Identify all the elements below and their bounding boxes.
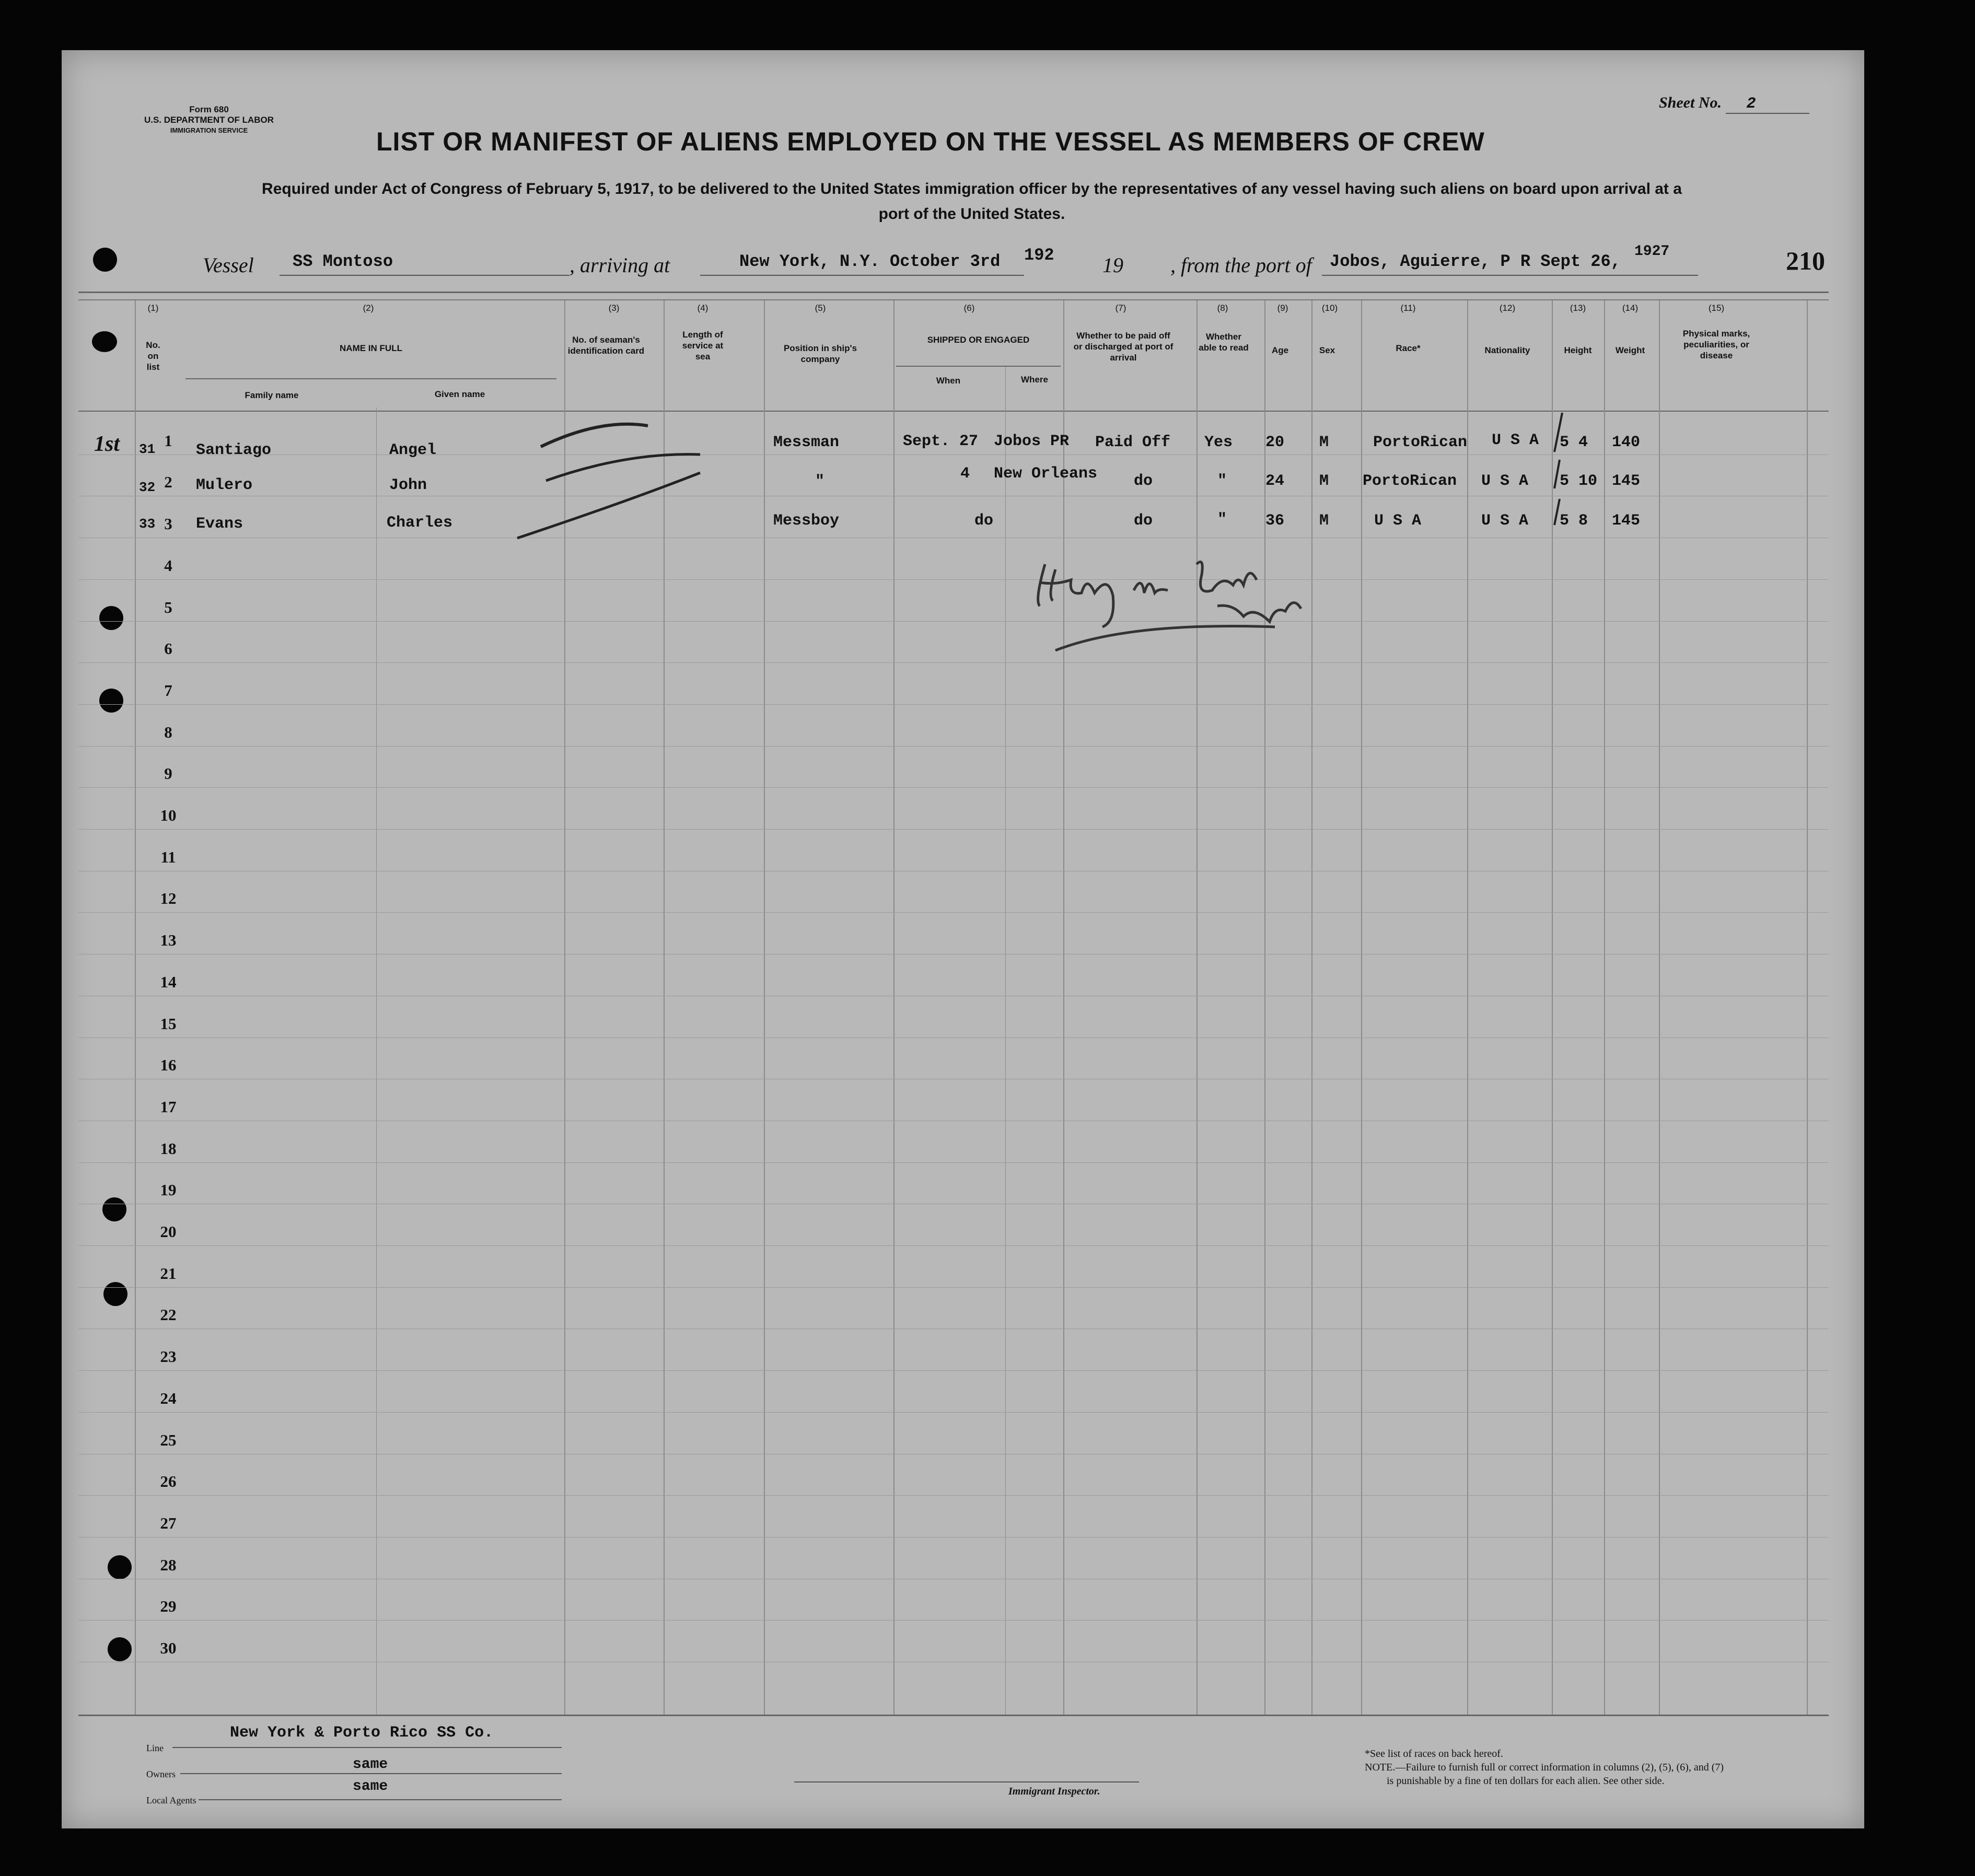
line-number: 28 (160, 1556, 177, 1574)
line-number: 7 (164, 681, 172, 700)
able-to-read: " (1217, 472, 1227, 490)
line-number: 21 (160, 1264, 177, 1283)
line-number: 1 (164, 432, 172, 450)
col-number: (9) (1277, 303, 1288, 313)
sex: M (1319, 472, 1329, 490)
line-number: 30 (160, 1639, 177, 1657)
header-position: Position in ship's company (783, 343, 857, 364)
arriving-year: 192 (1024, 246, 1054, 265)
age: 36 (1265, 512, 1285, 530)
line-number: 20 (160, 1222, 177, 1241)
line-number: 19 (160, 1181, 177, 1199)
line-number: 10 (160, 806, 177, 824)
line-number: 25 (160, 1431, 177, 1449)
subtitle-line1: Required under Act of Congress of February 5, 1917, to be delivered to the United States immigration officer by the representatives of any vessel having such aliens on board upon arrival at a (262, 180, 1682, 197)
header-when: When (936, 376, 961, 386)
header-where: Where (1021, 375, 1048, 384)
vessel-value: SS Montoso (293, 252, 393, 271)
header-height: Height (1564, 345, 1592, 355)
header-seaman-card: No. of seaman's identification card (567, 335, 645, 356)
able-to-read: " (1217, 511, 1227, 529)
footer-note (1365, 1747, 1809, 1788)
sex: M (1319, 512, 1329, 530)
sheet-number-value: 2 (1726, 95, 1809, 114)
footer-owners-underline (180, 1773, 562, 1774)
vessel-label: Vessel (203, 253, 254, 277)
inspector-signature-line (794, 1781, 1139, 1782)
arriving-value: New York, N.Y. October 3rd (739, 252, 1001, 271)
race: PortoRican (1373, 434, 1468, 451)
line-number: 9 (164, 764, 172, 783)
list-number: 31 (139, 441, 156, 457)
line-number: 12 (160, 889, 177, 907)
subtitle-line2: port of the United States. (878, 205, 1065, 223)
shipped-when: Sept. 27 (903, 433, 979, 450)
height: 5 4 (1560, 434, 1588, 451)
age: 24 (1265, 472, 1285, 490)
col-number: (10) (1321, 303, 1338, 313)
header-age: Age (1271, 345, 1289, 355)
position: " (815, 473, 825, 491)
position: Messboy (773, 512, 840, 530)
col-number: (13) (1570, 303, 1586, 313)
inspector-label: Immigrant Inspector. (1008, 1786, 1100, 1797)
sheet-label: Sheet No. (1659, 94, 1722, 111)
stamp-number: 210 (1786, 246, 1825, 275)
footer-owners-value: same (353, 1756, 388, 1773)
footer-line-label: Line (146, 1743, 164, 1753)
col-number: (7) (1115, 303, 1126, 313)
line-number: 3 (164, 515, 172, 533)
year-suffix: 19 (1102, 253, 1123, 277)
family-name: Evans (196, 515, 243, 533)
form-department: U.S. DEPARTMENT OF LABOR (144, 115, 274, 125)
col-number: (1) (147, 303, 159, 313)
col-number: (14) (1622, 303, 1639, 313)
given-name: John (389, 476, 427, 494)
col-number: (4) (697, 303, 708, 313)
paid-off: do (1134, 472, 1153, 490)
header-shipped-engaged: SHIPPED OR ENGAGED (927, 335, 1030, 345)
line-number: 4 (164, 556, 172, 575)
footer-note-penalty: NOTE.—Failure to furnish full or correct information in columns (2), (5), (6), and (7) (1365, 1762, 1724, 1773)
nationality: U S A (1481, 472, 1529, 490)
col-number: (2) (363, 303, 374, 313)
weight: 145 (1612, 472, 1641, 490)
col-number: (6) (963, 303, 975, 313)
header-given-name: Given name (434, 389, 485, 399)
col-number: (5) (815, 303, 826, 313)
footer-line-underline (172, 1747, 562, 1748)
line-number: 29 (160, 1597, 177, 1615)
line-number: 16 (160, 1056, 177, 1074)
position: Messman (773, 434, 840, 451)
header-name-in-full: NAME IN FULL (340, 343, 402, 353)
header-race: Race* (1396, 343, 1421, 353)
col-number: (15) (1708, 303, 1725, 313)
able-to-read: Yes (1204, 434, 1233, 451)
from-port-year: 1927 (1634, 243, 1670, 260)
shipped-when: do (974, 512, 994, 530)
footer-line-value: New York & Porto Rico SS Co. (230, 1724, 494, 1742)
footer-agents-value: same (353, 1778, 388, 1795)
nationality: U S A (1492, 432, 1539, 449)
age: 20 (1265, 434, 1285, 451)
height: 5 10 (1560, 472, 1598, 490)
race: PortoRican (1363, 472, 1457, 490)
line-number: 22 (160, 1306, 177, 1324)
arriving-label: , arriving at (570, 253, 670, 277)
col-number: (3) (608, 303, 620, 313)
family-name: Mulero (196, 476, 253, 494)
footer-note-races: *See list of races on back hereof. (1365, 1748, 1503, 1760)
header-paid-off: Whether to be paid off or discharged at port of arrival (1073, 331, 1174, 363)
line-number: 15 (160, 1015, 177, 1033)
given-name: Angel (389, 441, 437, 459)
header-length-service: Length of service at sea (682, 330, 724, 362)
list-number: 32 (139, 480, 156, 495)
form-service: IMMIGRATION SERVICE (170, 126, 248, 134)
line-number: 14 (160, 973, 177, 991)
family-name: Santiago (196, 441, 272, 459)
header-physical-marks: Physical marks, peculiarities, or disease (1682, 329, 1750, 360)
col-number: (8) (1217, 303, 1228, 313)
race: U S A (1374, 512, 1422, 530)
line-number: 23 (160, 1347, 177, 1366)
paid-off: do (1134, 512, 1153, 530)
height: 5 8 (1560, 512, 1588, 530)
header-sex: Sex (1319, 345, 1335, 355)
line-number: 17 (160, 1098, 177, 1116)
footer-agents-underline (199, 1799, 562, 1800)
inspector-signature (1024, 543, 1379, 669)
shipped-when: 4 (960, 465, 970, 483)
given-name: Charles (387, 514, 453, 532)
line-number: 2 (164, 473, 172, 491)
paid-off: Paid Off (1095, 434, 1171, 451)
line-number: 6 (164, 639, 172, 658)
header-nationality: Nationality (1484, 345, 1530, 355)
col-number: (11) (1400, 303, 1416, 313)
line-number: 8 (164, 723, 172, 741)
weight: 145 (1612, 512, 1641, 530)
line-number: 13 (160, 931, 177, 949)
sex: M (1319, 434, 1329, 451)
line-number: 26 (160, 1472, 177, 1490)
shipped-where: New Orleans (994, 465, 1098, 483)
line-number: 27 (160, 1514, 177, 1532)
header-weight: Weight (1615, 345, 1645, 355)
form-number: Form 680 (189, 104, 229, 114)
header-family-name: Family name (245, 390, 299, 400)
line-number: 24 (160, 1389, 177, 1407)
footer-owners-label: Owners (146, 1769, 176, 1779)
line-number: 18 (160, 1139, 177, 1158)
list-number: 33 (139, 516, 156, 532)
page-title: LIST OR MANIFEST OF ALIENS EMPLOYED ON THE VESSEL AS MEMBERS OF CREW (376, 127, 1485, 156)
shipped-where: Jobos PR (994, 433, 1070, 450)
weight: 140 (1612, 434, 1641, 451)
margin-note: 1st (94, 432, 120, 456)
from-port-value: Jobos, Aguierre, P R Sept 26, (1330, 252, 1621, 271)
from-port-label: , from the port of (1170, 253, 1312, 277)
line-number: 11 (160, 848, 176, 866)
line-number: 5 (164, 598, 172, 616)
footer-note-penalty-2: is punishable by a fine of ten dollars for each alien. See other side. (1387, 1775, 1665, 1787)
col-number: (12) (1499, 303, 1516, 313)
header-able-to-read: Whether able to read (1199, 332, 1249, 353)
nationality: U S A (1481, 512, 1529, 530)
header-no-on-list: No. on list (146, 340, 160, 372)
footer-agents-label: Local Agents (146, 1795, 196, 1805)
